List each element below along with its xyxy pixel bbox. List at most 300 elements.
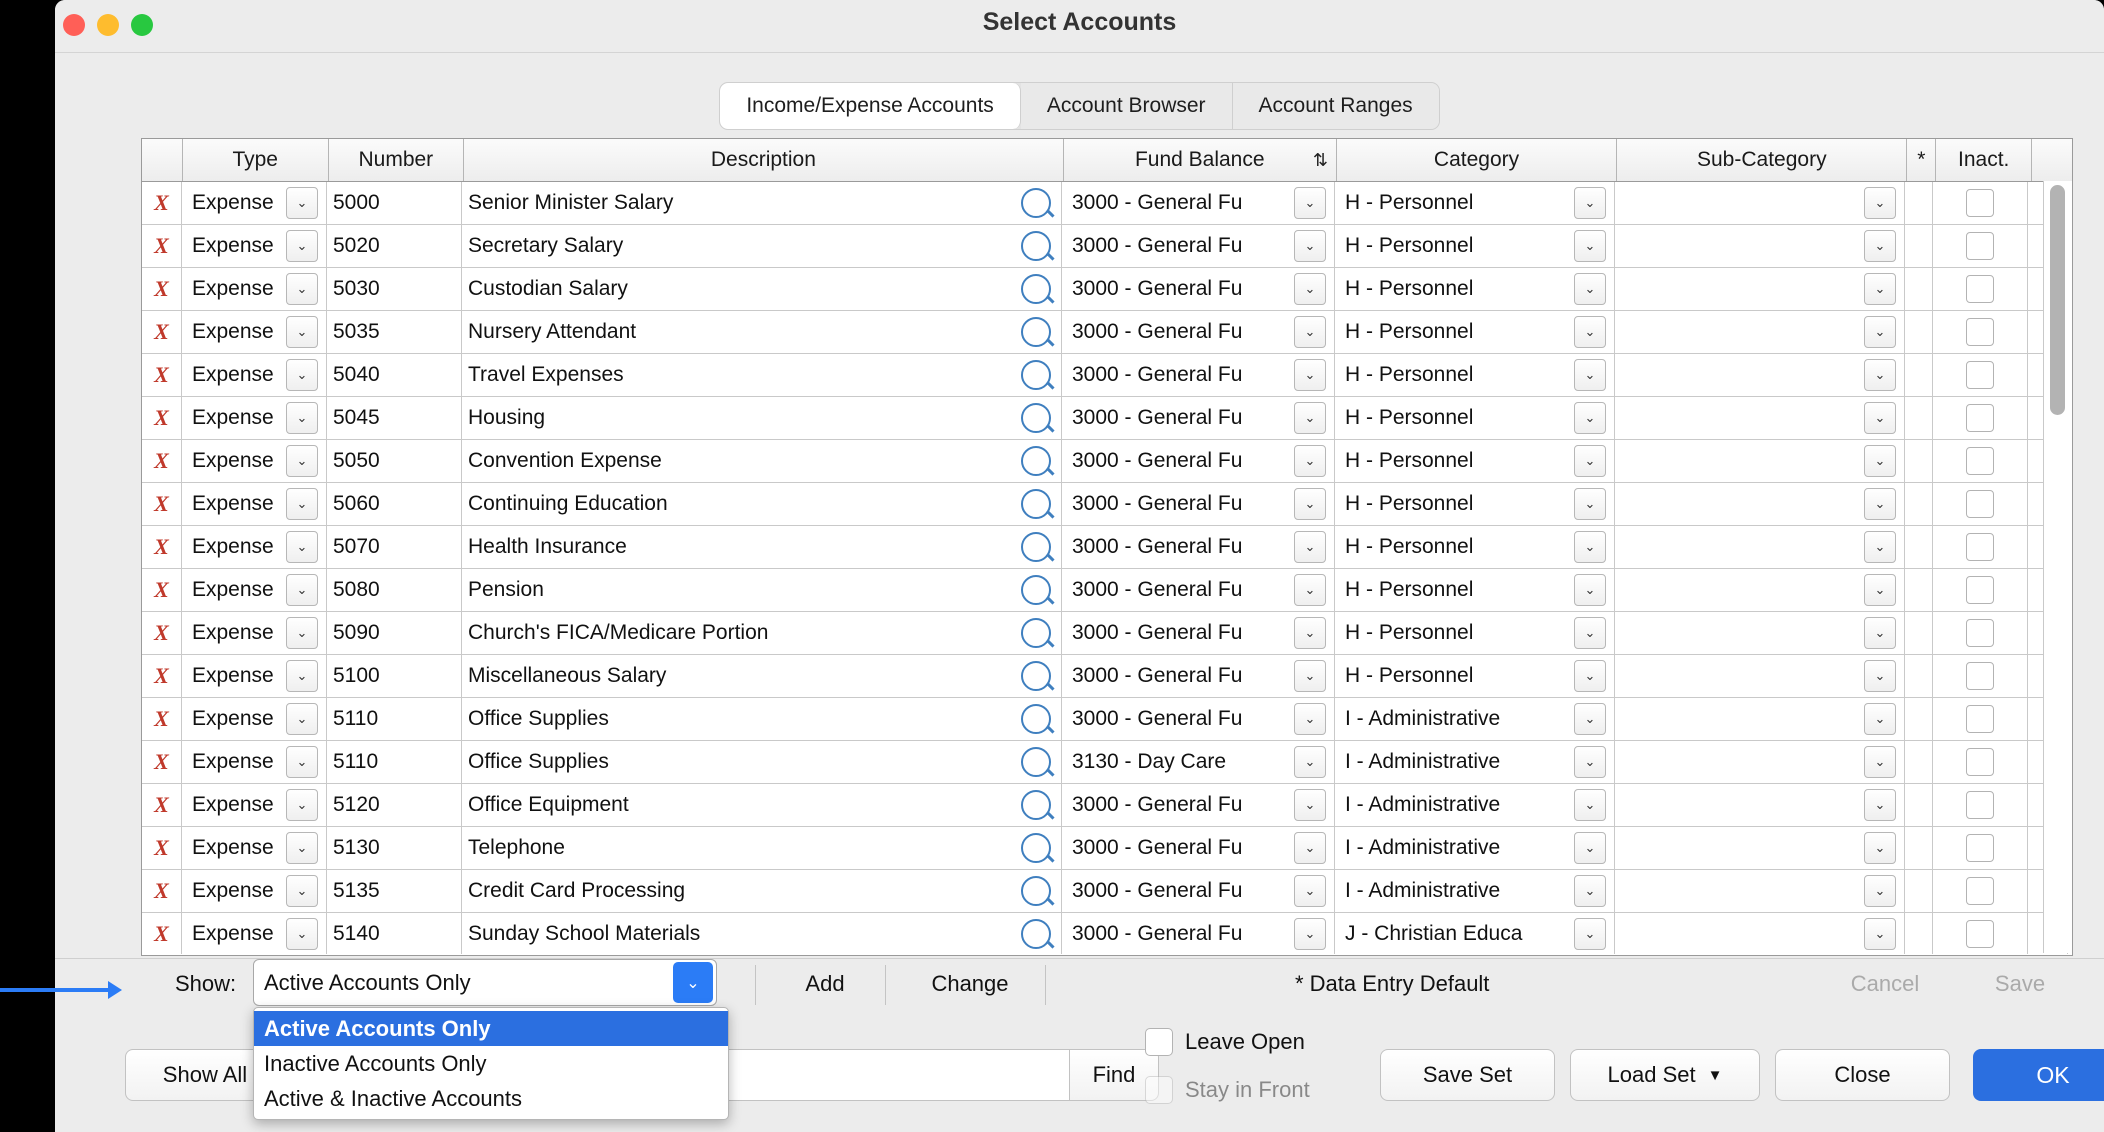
delete-marker-icon[interactable]: X — [154, 921, 169, 946]
row-sub-category-cell[interactable] — [1615, 569, 1905, 611]
search-icon[interactable] — [1021, 919, 1051, 949]
row-number-cell[interactable] — [327, 483, 462, 525]
chevron-down-icon[interactable]: ⌄ — [1294, 445, 1326, 477]
row-type-cell[interactable] — [182, 698, 327, 740]
row-description-cell[interactable] — [462, 741, 1062, 783]
row-inactive-checkbox[interactable] — [1966, 705, 1994, 733]
row-type-cell[interactable] — [182, 569, 327, 611]
row-type-cell[interactable] — [182, 870, 327, 912]
save-set-button[interactable]: Save Set — [1380, 1049, 1555, 1101]
row-type-cell[interactable] — [182, 182, 327, 224]
table-row[interactable] — [142, 870, 2072, 913]
row-star-cell[interactable] — [1905, 913, 1933, 954]
delete-marker-icon[interactable]: X — [154, 878, 169, 903]
row-sub-category-cell[interactable] — [1615, 397, 1905, 439]
table-row[interactable] — [142, 784, 2072, 827]
chevron-down-icon[interactable]: ⌄ — [1574, 273, 1606, 305]
row-sub-category-cell[interactable] — [1615, 870, 1905, 912]
row-star-cell[interactable] — [1905, 397, 1933, 439]
row-description-cell[interactable] — [462, 784, 1062, 826]
row-type-cell[interactable] — [182, 655, 327, 697]
row-description-cell[interactable] — [462, 526, 1062, 568]
row-description-cell[interactable] — [462, 827, 1062, 869]
row-marker-cell[interactable] — [142, 354, 182, 396]
delete-marker-icon[interactable]: X — [154, 620, 169, 645]
search-icon[interactable] — [1021, 876, 1051, 906]
table-row[interactable] — [142, 698, 2072, 741]
row-star-cell[interactable] — [1905, 483, 1933, 525]
chevron-down-icon[interactable]: ⌄ — [1864, 660, 1896, 692]
row-marker-cell[interactable] — [142, 569, 182, 611]
delete-marker-icon[interactable]: X — [154, 749, 169, 774]
row-type-cell[interactable] — [182, 225, 327, 267]
table-row[interactable] — [142, 741, 2072, 784]
row-star-cell[interactable] — [1905, 827, 1933, 869]
chevron-down-icon[interactable]: ⌄ — [286, 316, 318, 348]
row-inactive-cell[interactable] — [1933, 526, 2028, 568]
chevron-down-icon[interactable]: ⌄ — [286, 402, 318, 434]
row-marker-cell[interactable] — [142, 913, 182, 954]
row-inactive-checkbox[interactable] — [1966, 318, 1994, 346]
header-sub-category[interactable]: Sub-Category — [1617, 139, 1907, 181]
delete-marker-icon[interactable]: X — [154, 276, 169, 301]
chevron-down-icon[interactable]: ⌄ — [1294, 746, 1326, 778]
table-row[interactable] — [142, 526, 2072, 569]
chevron-down-icon[interactable]: ⌄ — [1574, 402, 1606, 434]
chevron-down-icon[interactable]: ⌄ — [1574, 531, 1606, 563]
row-sub-category-cell[interactable] — [1615, 655, 1905, 697]
row-fund-balance-cell[interactable] — [1062, 526, 1335, 568]
search-icon[interactable] — [1021, 274, 1051, 304]
chevron-down-icon[interactable]: ⌄ — [286, 574, 318, 606]
row-number-cell[interactable] — [327, 268, 462, 310]
row-sub-category-cell[interactable] — [1615, 741, 1905, 783]
row-fund-balance-cell[interactable] — [1062, 698, 1335, 740]
row-inactive-checkbox[interactable] — [1966, 232, 1994, 260]
chevron-down-icon[interactable]: ⌄ — [1294, 402, 1326, 434]
row-inactive-cell[interactable] — [1933, 182, 2028, 224]
chevron-down-icon[interactable]: ⌄ — [1294, 875, 1326, 907]
row-fund-balance-cell[interactable] — [1062, 311, 1335, 353]
table-row[interactable] — [142, 913, 2072, 954]
table-row[interactable] — [142, 612, 2072, 655]
row-category-cell[interactable] — [1335, 526, 1615, 568]
row-type-cell[interactable] — [182, 827, 327, 869]
row-category-cell[interactable] — [1335, 741, 1615, 783]
chevron-down-icon[interactable]: ⌄ — [1574, 617, 1606, 649]
header-description[interactable]: Description — [464, 139, 1063, 181]
chevron-down-icon[interactable]: ⌄ — [1294, 187, 1326, 219]
row-inactive-cell[interactable] — [1933, 913, 2028, 954]
row-number-cell[interactable] — [327, 397, 462, 439]
chevron-down-icon[interactable]: ⌄ — [1574, 488, 1606, 520]
chevron-down-icon[interactable]: ⌄ — [286, 531, 318, 563]
chevron-down-icon[interactable]: ⌄ — [1574, 574, 1606, 606]
row-marker-cell[interactable] — [142, 655, 182, 697]
row-fund-balance-cell[interactable] — [1062, 569, 1335, 611]
row-type-cell[interactable] — [182, 483, 327, 525]
row-description-cell[interactable] — [462, 182, 1062, 224]
header-number[interactable]: Number — [329, 139, 465, 181]
row-star-cell[interactable] — [1905, 784, 1933, 826]
table-row[interactable] — [142, 268, 2072, 311]
row-type-cell[interactable] — [182, 354, 327, 396]
search-icon[interactable] — [1021, 360, 1051, 390]
row-number-cell[interactable] — [327, 612, 462, 654]
chevron-down-icon[interactable]: ⌄ — [1574, 187, 1606, 219]
row-type-cell[interactable] — [182, 612, 327, 654]
row-number-cell[interactable] — [327, 311, 462, 353]
delete-marker-icon[interactable]: X — [154, 362, 169, 387]
row-number-cell[interactable] — [327, 698, 462, 740]
row-sub-category-cell[interactable] — [1615, 440, 1905, 482]
row-sub-category-cell[interactable] — [1615, 311, 1905, 353]
chevron-down-icon[interactable]: ⌄ — [1294, 789, 1326, 821]
row-inactive-checkbox[interactable] — [1966, 877, 1994, 905]
row-inactive-cell[interactable] — [1933, 827, 2028, 869]
chevron-down-icon[interactable]: ⌄ — [286, 230, 318, 262]
row-number-cell[interactable] — [327, 784, 462, 826]
chevron-down-icon[interactable]: ⌄ — [1294, 531, 1326, 563]
row-category-cell[interactable] — [1335, 827, 1615, 869]
chevron-down-icon[interactable]: ⌄ — [1864, 359, 1896, 391]
chevron-down-icon[interactable]: ⌄ — [1864, 445, 1896, 477]
delete-marker-icon[interactable]: X — [154, 448, 169, 473]
row-inactive-checkbox[interactable] — [1966, 619, 1994, 647]
row-fund-balance-cell[interactable] — [1062, 913, 1335, 954]
load-set-button[interactable] — [1570, 1049, 1760, 1101]
row-marker-cell[interactable] — [142, 268, 182, 310]
search-icon[interactable] — [1021, 575, 1051, 605]
row-category-cell[interactable] — [1335, 354, 1615, 396]
row-fund-balance-cell[interactable] — [1062, 483, 1335, 525]
row-type-cell[interactable] — [182, 440, 327, 482]
chevron-down-icon[interactable]: ⌄ — [1294, 316, 1326, 348]
row-fund-balance-cell[interactable] — [1062, 655, 1335, 697]
row-fund-balance-cell[interactable] — [1062, 612, 1335, 654]
row-marker-cell[interactable] — [142, 698, 182, 740]
header-type[interactable]: Type — [183, 139, 329, 181]
delete-marker-icon[interactable]: X — [154, 534, 169, 559]
search-icon[interactable] — [1021, 833, 1051, 863]
chevron-down-icon[interactable]: ⌄ — [1574, 918, 1606, 950]
chevron-down-icon[interactable]: ⌄ — [1864, 918, 1896, 950]
row-number-cell[interactable] — [327, 182, 462, 224]
row-type-cell[interactable] — [182, 913, 327, 954]
chevron-down-icon[interactable]: ⌄ — [1864, 875, 1896, 907]
search-icon[interactable] — [1021, 489, 1051, 519]
tab-account-ranges[interactable]: Account Ranges — [1233, 83, 1439, 129]
row-number-cell[interactable] — [327, 741, 462, 783]
dropdown-option-inactive-accounts-only[interactable]: Inactive Accounts Only — [264, 1050, 487, 1076]
row-type-cell[interactable] — [182, 268, 327, 310]
chevron-down-icon[interactable]: ⌄ — [1294, 273, 1326, 305]
chevron-down-icon[interactable]: ⌄ — [286, 660, 318, 692]
row-marker-cell[interactable] — [142, 741, 182, 783]
row-description-cell[interactable] — [462, 268, 1062, 310]
row-number-cell[interactable] — [327, 440, 462, 482]
delete-marker-icon[interactable]: X — [154, 190, 169, 215]
row-star-cell[interactable] — [1905, 225, 1933, 267]
chevron-down-icon[interactable]: ⌄ — [286, 789, 318, 821]
row-inactive-checkbox[interactable] — [1966, 662, 1994, 690]
find-button[interactable]: Find — [1069, 1049, 1159, 1101]
row-inactive-cell[interactable] — [1933, 225, 2028, 267]
row-sub-category-cell[interactable] — [1615, 827, 1905, 869]
leave-open-checkbox-row[interactable] — [1145, 1028, 1305, 1056]
row-sub-category-cell[interactable] — [1615, 698, 1905, 740]
chevron-down-icon[interactable]: ⌄ — [1864, 531, 1896, 563]
row-category-cell[interactable] — [1335, 182, 1615, 224]
row-star-cell[interactable] — [1905, 612, 1933, 654]
row-marker-cell[interactable] — [142, 483, 182, 525]
row-inactive-cell[interactable] — [1933, 784, 2028, 826]
row-type-cell[interactable] — [182, 526, 327, 568]
chevron-updown-icon[interactable]: ⌄ — [673, 962, 713, 1003]
table-scroll-thumb[interactable] — [2050, 185, 2065, 415]
row-inactive-checkbox[interactable] — [1966, 834, 1994, 862]
row-category-cell[interactable] — [1335, 698, 1615, 740]
row-fund-balance-cell[interactable] — [1062, 440, 1335, 482]
row-description-cell[interactable] — [462, 655, 1062, 697]
row-inactive-checkbox[interactable] — [1966, 533, 1994, 561]
chevron-down-icon[interactable]: ⌄ — [1294, 488, 1326, 520]
row-inactive-cell[interactable] — [1933, 354, 2028, 396]
row-star-cell[interactable] — [1905, 268, 1933, 310]
chevron-down-icon[interactable]: ⌄ — [1864, 273, 1896, 305]
row-inactive-cell[interactable] — [1933, 440, 2028, 482]
chevron-down-icon[interactable]: ⌄ — [1574, 316, 1606, 348]
row-description-cell[interactable] — [462, 225, 1062, 267]
delete-marker-icon[interactable]: X — [154, 405, 169, 430]
row-category-cell[interactable] — [1335, 440, 1615, 482]
row-fund-balance-cell[interactable] — [1062, 397, 1335, 439]
row-inactive-cell[interactable] — [1933, 698, 2028, 740]
chevron-down-icon[interactable]: ⌄ — [1294, 359, 1326, 391]
sort-icon[interactable]: ⇅ — [1312, 149, 1328, 170]
table-row[interactable] — [142, 655, 2072, 698]
row-inactive-checkbox[interactable] — [1966, 447, 1994, 475]
row-star-cell[interactable] — [1905, 526, 1933, 568]
row-fund-balance-cell[interactable] — [1062, 827, 1335, 869]
delete-marker-icon[interactable]: X — [154, 577, 169, 602]
chevron-down-icon[interactable]: ⌄ — [1574, 746, 1606, 778]
row-inactive-checkbox[interactable] — [1966, 404, 1994, 432]
row-inactive-checkbox[interactable] — [1966, 490, 1994, 518]
dropdown-option-active-accounts-only[interactable]: Active Accounts Only — [254, 1011, 728, 1046]
row-inactive-cell[interactable] — [1933, 655, 2028, 697]
chevron-down-icon[interactable]: ⌄ — [1864, 789, 1896, 821]
row-marker-cell[interactable] — [142, 827, 182, 869]
row-sub-category-cell[interactable] — [1615, 784, 1905, 826]
chevron-down-icon[interactable]: ⌄ — [1864, 574, 1896, 606]
row-inactive-cell[interactable] — [1933, 870, 2028, 912]
header-fund-balance[interactable] — [1064, 139, 1337, 181]
row-description-cell[interactable] — [462, 870, 1062, 912]
chevron-down-icon[interactable]: ⌄ — [286, 703, 318, 735]
row-marker-cell[interactable] — [142, 440, 182, 482]
table-row[interactable] — [142, 569, 2072, 612]
row-number-cell[interactable] — [327, 870, 462, 912]
table-row[interactable] — [142, 354, 2072, 397]
chevron-down-icon[interactable]: ⌄ — [1574, 660, 1606, 692]
table-row[interactable] — [142, 311, 2072, 354]
row-description-cell[interactable] — [462, 311, 1062, 353]
chevron-down-icon[interactable]: ⌄ — [1574, 230, 1606, 262]
delete-marker-icon[interactable]: X — [154, 319, 169, 344]
row-category-cell[interactable] — [1335, 655, 1615, 697]
row-inactive-checkbox[interactable] — [1966, 791, 1994, 819]
row-star-cell[interactable] — [1905, 698, 1933, 740]
row-star-cell[interactable] — [1905, 182, 1933, 224]
row-type-cell[interactable] — [182, 397, 327, 439]
show-all-button[interactable]: Show All — [125, 1049, 285, 1101]
chevron-down-icon[interactable]: ⌄ — [286, 488, 318, 520]
row-inactive-checkbox[interactable] — [1966, 189, 1994, 217]
delete-marker-icon[interactable]: X — [154, 835, 169, 860]
table-row[interactable] — [142, 225, 2072, 268]
search-icon[interactable] — [1021, 403, 1051, 433]
chevron-down-icon[interactable]: ⌄ — [1574, 703, 1606, 735]
row-type-cell[interactable] — [182, 784, 327, 826]
row-category-cell[interactable] — [1335, 225, 1615, 267]
row-fund-balance-cell[interactable] — [1062, 784, 1335, 826]
row-fund-balance-cell[interactable] — [1062, 182, 1335, 224]
row-marker-cell[interactable] — [142, 612, 182, 654]
row-inactive-cell[interactable] — [1933, 397, 2028, 439]
table-vertical-scrollbar[interactable] — [2043, 181, 2072, 953]
row-fund-balance-cell[interactable] — [1062, 268, 1335, 310]
table-row[interactable] — [142, 182, 2072, 225]
row-marker-cell[interactable] — [142, 225, 182, 267]
chevron-down-icon[interactable]: ⌄ — [1864, 402, 1896, 434]
close-button[interactable]: Close — [1775, 1049, 1950, 1101]
row-category-cell[interactable] — [1335, 268, 1615, 310]
table-row[interactable] — [142, 483, 2072, 526]
row-marker-cell[interactable] — [142, 397, 182, 439]
delete-marker-icon[interactable]: X — [154, 491, 169, 516]
show-filter-select[interactable] — [253, 959, 717, 1006]
row-marker-cell[interactable] — [142, 526, 182, 568]
chevron-down-icon[interactable]: ⌄ — [1574, 789, 1606, 821]
delete-marker-icon[interactable]: X — [154, 663, 169, 688]
row-description-cell[interactable] — [462, 354, 1062, 396]
table-row[interactable] — [142, 397, 2072, 440]
row-sub-category-cell[interactable] — [1615, 612, 1905, 654]
table-row[interactable] — [142, 827, 2072, 870]
row-marker-cell[interactable] — [142, 311, 182, 353]
row-category-cell[interactable] — [1335, 870, 1615, 912]
row-inactive-cell[interactable] — [1933, 311, 2028, 353]
chevron-down-icon[interactable]: ⌄ — [1294, 230, 1326, 262]
search-icon[interactable] — [1021, 618, 1051, 648]
chevron-down-icon[interactable]: ⌄ — [1574, 832, 1606, 864]
row-inactive-checkbox[interactable] — [1966, 920, 1994, 948]
row-description-cell[interactable] — [462, 569, 1062, 611]
row-sub-category-cell[interactable] — [1615, 268, 1905, 310]
row-star-cell[interactable] — [1905, 655, 1933, 697]
row-inactive-cell[interactable] — [1933, 741, 2028, 783]
search-icon[interactable] — [1021, 317, 1051, 347]
row-description-cell[interactable] — [462, 913, 1062, 954]
row-star-cell[interactable] — [1905, 569, 1933, 611]
chevron-down-icon[interactable]: ⌄ — [286, 445, 318, 477]
row-inactive-checkbox[interactable] — [1966, 361, 1994, 389]
change-button[interactable]: Change — [895, 963, 1045, 1005]
row-sub-category-cell[interactable] — [1615, 913, 1905, 954]
chevron-down-icon[interactable]: ⌄ — [286, 746, 318, 778]
row-star-cell[interactable] — [1905, 870, 1933, 912]
chevron-down-icon[interactable]: ⌄ — [1294, 617, 1326, 649]
row-sub-category-cell[interactable] — [1615, 182, 1905, 224]
chevron-down-icon[interactable]: ⌄ — [1864, 488, 1896, 520]
row-marker-cell[interactable] — [142, 182, 182, 224]
search-icon[interactable] — [1021, 661, 1051, 691]
row-description-cell[interactable] — [462, 440, 1062, 482]
row-number-cell[interactable] — [327, 354, 462, 396]
row-inactive-cell[interactable] — [1933, 268, 2028, 310]
row-star-cell[interactable] — [1905, 354, 1933, 396]
chevron-down-icon[interactable]: ⌄ — [286, 359, 318, 391]
row-sub-category-cell[interactable] — [1615, 526, 1905, 568]
row-type-cell[interactable] — [182, 741, 327, 783]
header-category[interactable]: Category — [1337, 139, 1617, 181]
dropdown-option-active-and-inactive-accounts[interactable]: Active & Inactive Accounts — [264, 1085, 523, 1111]
row-star-cell[interactable] — [1905, 741, 1933, 783]
table-row[interactable] — [142, 440, 2072, 483]
row-star-cell[interactable] — [1905, 311, 1933, 353]
chevron-down-icon[interactable]: ⌄ — [1864, 832, 1896, 864]
chevron-down-icon[interactable]: ⌄ — [1294, 574, 1326, 606]
row-fund-balance-cell[interactable] — [1062, 354, 1335, 396]
row-inactive-checkbox[interactable] — [1966, 275, 1994, 303]
row-sub-category-cell[interactable] — [1615, 354, 1905, 396]
show-filter-dropdown[interactable] — [253, 1007, 729, 1120]
row-category-cell[interactable] — [1335, 913, 1615, 954]
chevron-down-icon[interactable]: ⌄ — [1574, 359, 1606, 391]
chevron-down-icon[interactable]: ⌄ — [1574, 445, 1606, 477]
ok-button[interactable]: OK — [1973, 1049, 2104, 1101]
row-inactive-checkbox[interactable] — [1966, 576, 1994, 604]
row-inactive-checkbox[interactable] — [1966, 748, 1994, 776]
chevron-down-icon[interactable]: ⌄ — [1864, 617, 1896, 649]
row-number-cell[interactable] — [327, 913, 462, 954]
add-button[interactable]: Add — [765, 963, 885, 1005]
row-inactive-cell[interactable] — [1933, 612, 2028, 654]
row-type-cell[interactable] — [182, 311, 327, 353]
row-fund-balance-cell[interactable] — [1062, 225, 1335, 267]
row-marker-cell[interactable] — [142, 870, 182, 912]
row-category-cell[interactable] — [1335, 483, 1615, 525]
row-star-cell[interactable] — [1905, 440, 1933, 482]
chevron-down-icon[interactable]: ⌄ — [286, 187, 318, 219]
chevron-down-icon[interactable]: ⌄ — [1864, 746, 1896, 778]
leave-open-checkbox[interactable] — [1145, 1028, 1173, 1056]
chevron-down-icon[interactable]: ⌄ — [286, 875, 318, 907]
row-inactive-cell[interactable] — [1933, 569, 2028, 611]
row-description-cell[interactable] — [462, 612, 1062, 654]
chevron-down-icon[interactable]: ⌄ — [286, 832, 318, 864]
row-inactive-cell[interactable] — [1933, 483, 2028, 525]
row-number-cell[interactable] — [327, 569, 462, 611]
delete-marker-icon[interactable]: X — [154, 792, 169, 817]
row-category-cell[interactable] — [1335, 784, 1615, 826]
row-category-cell[interactable] — [1335, 397, 1615, 439]
row-category-cell[interactable] — [1335, 569, 1615, 611]
search-icon[interactable] — [1021, 532, 1051, 562]
row-fund-balance-cell[interactable] — [1062, 741, 1335, 783]
row-description-cell[interactable] — [462, 483, 1062, 525]
